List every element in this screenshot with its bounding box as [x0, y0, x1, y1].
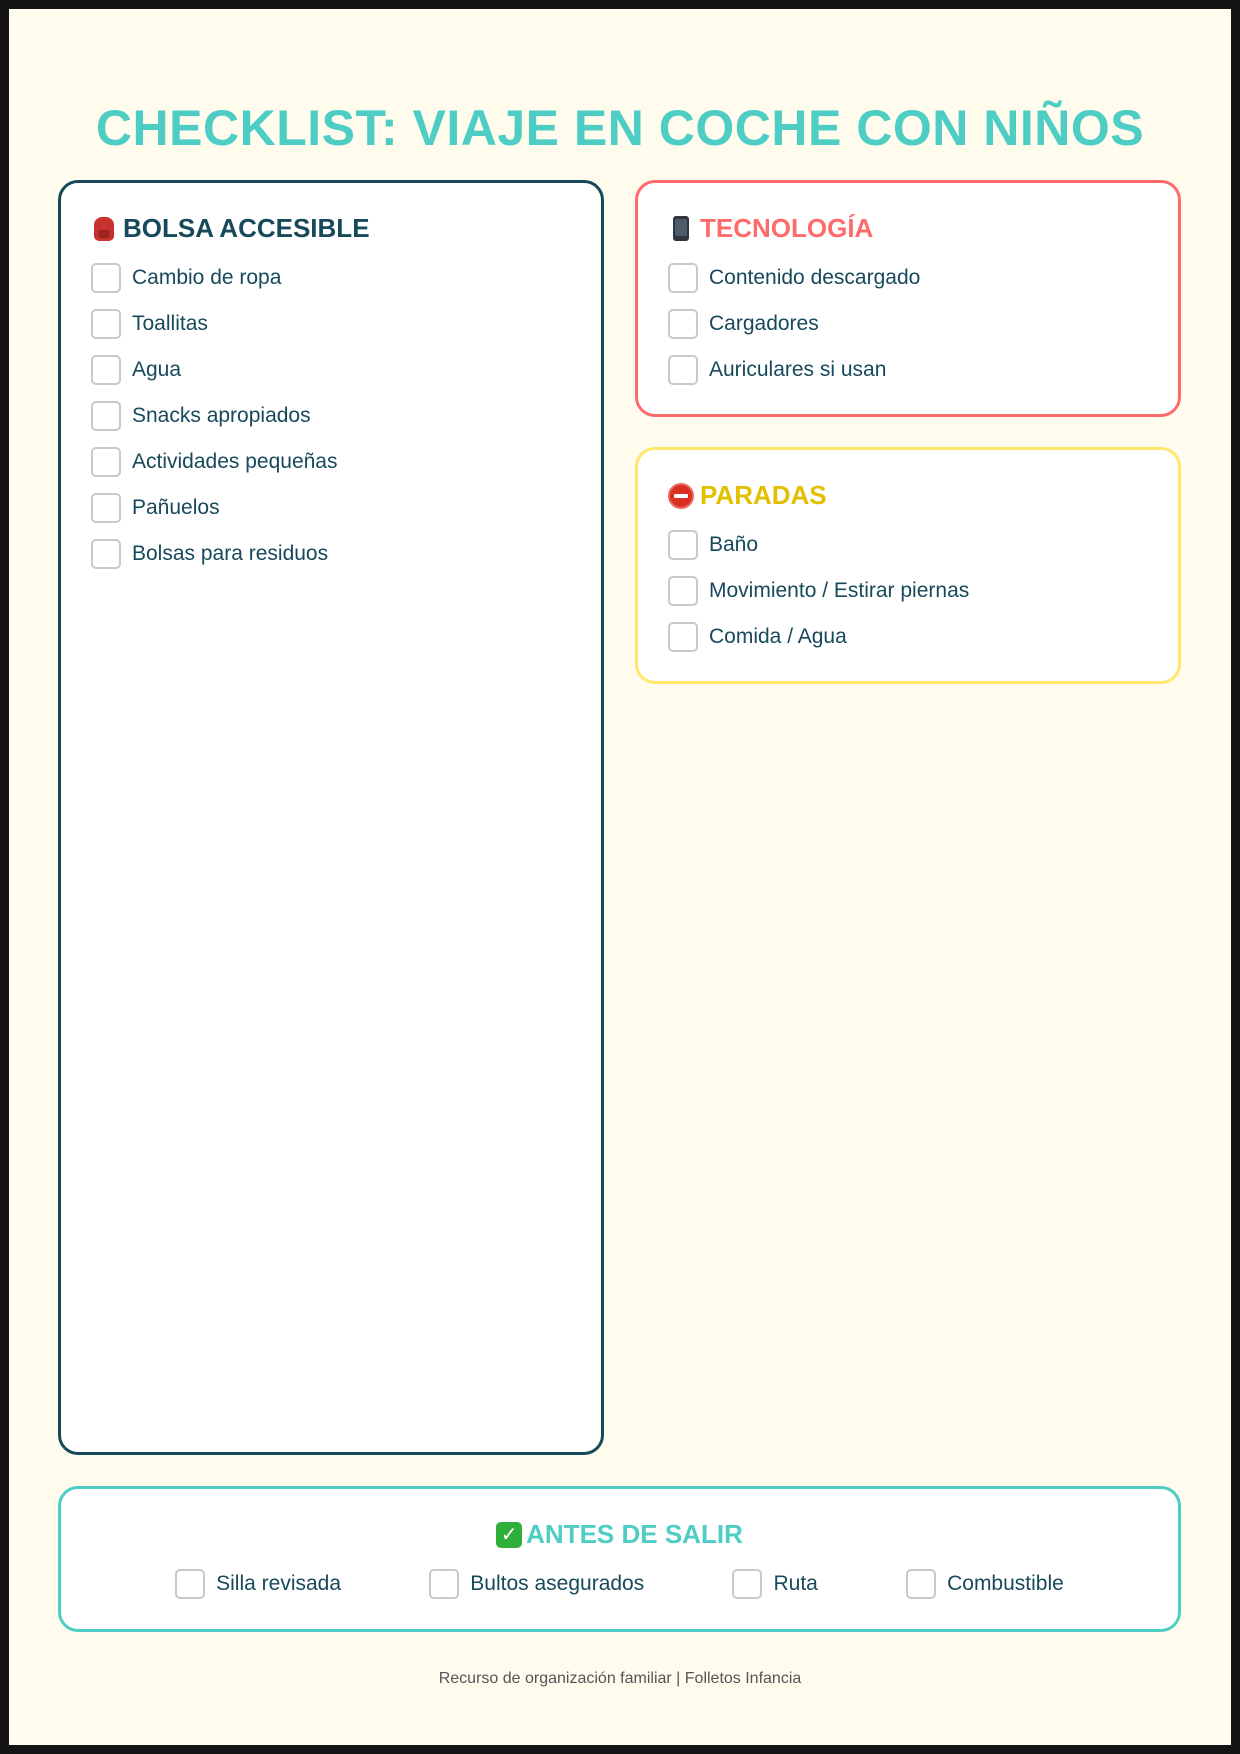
- checklist-item: [91, 255, 337, 301]
- section-title: TECNOLOGÍA: [700, 213, 874, 243]
- section-heading-paradas: [668, 480, 827, 511]
- checkbox[interactable]: [429, 1569, 459, 1599]
- checkbox[interactable]: [668, 576, 698, 606]
- checkbox[interactable]: [668, 355, 698, 385]
- checkbox[interactable]: [91, 401, 121, 431]
- checklist-bolsa: [91, 255, 337, 577]
- checklist-item-label: Baño: [709, 533, 759, 556]
- checkbox[interactable]: [91, 447, 121, 477]
- checklist-antes-de-salir: [61, 1561, 1178, 1607]
- checkbox[interactable]: [668, 309, 698, 339]
- section-title: BOLSA ACCESIBLE: [123, 213, 370, 243]
- section-heading-antes-de-salir: [61, 1519, 1178, 1550]
- mobile-phone-icon: [668, 216, 694, 242]
- page-title: CHECKLIST: VIAJE EN COCHE CON NIÑOS: [95, 100, 1145, 156]
- checklist-item: [91, 301, 337, 347]
- checklist-item: [668, 347, 920, 393]
- checklist-item-label: Contenido descargado: [709, 266, 921, 289]
- checklist-item-label: Toallitas: [132, 312, 208, 335]
- checkbox[interactable]: [91, 493, 121, 523]
- checklist-item-label: Agua: [132, 358, 182, 381]
- checklist-item-label: Cargadores: [709, 312, 819, 335]
- checkbox[interactable]: [668, 622, 698, 652]
- checklist-item: [91, 485, 337, 531]
- checklist-item-label: Actividades pequeñas: [132, 450, 338, 473]
- checkbox[interactable]: [175, 1569, 205, 1599]
- checklist-item: [668, 255, 920, 301]
- checkbox[interactable]: [91, 355, 121, 385]
- checklist-item: [91, 531, 337, 577]
- checklist-item-label: Snacks apropiados: [132, 404, 311, 427]
- checklist-item-label: Ruta: [773, 1572, 818, 1595]
- backpack-icon: [91, 216, 117, 242]
- footer-credit: Recurso de organización familiar | Folletos Infancia: [438, 1670, 802, 1687]
- checklist-item: [668, 614, 969, 660]
- section-title: PARADAS: [700, 480, 827, 510]
- check-mark-icon: ✓: [496, 1522, 522, 1548]
- checklist-item: [668, 522, 969, 568]
- checklist-item: [668, 301, 920, 347]
- checklist-paradas: [668, 522, 969, 660]
- checkbox[interactable]: [668, 263, 698, 293]
- section-tecnologia: [635, 180, 1181, 417]
- checkbox[interactable]: [91, 309, 121, 339]
- checklist-item-label: Silla revisada: [216, 1572, 342, 1595]
- checklist-tecnologia: [668, 255, 920, 393]
- checklist-item-label: Bolsas para residuos: [132, 542, 329, 565]
- section-heading-bolsa: [91, 213, 370, 244]
- checklist-item: [91, 439, 337, 485]
- section-antes-de-salir: [58, 1486, 1181, 1632]
- checklist-item: [668, 568, 969, 614]
- checklist-item: [906, 1561, 1064, 1607]
- checklist-item-label: Combustible: [947, 1572, 1064, 1595]
- section-title: ANTES DE SALIR: [526, 1519, 743, 1549]
- checkbox[interactable]: [91, 539, 121, 569]
- checklist-item: [429, 1561, 644, 1607]
- checklist-item: [175, 1561, 341, 1607]
- section-paradas: [635, 447, 1181, 684]
- checkbox[interactable]: [91, 263, 121, 293]
- checklist-item: [91, 347, 337, 393]
- checklist-item-label: Auriculares si usan: [709, 358, 887, 381]
- checkbox[interactable]: [668, 530, 698, 560]
- checklist-item-label: Cambio de ropa: [132, 266, 282, 289]
- checkbox[interactable]: [732, 1569, 762, 1599]
- checklist-item-label: Pañuelos: [132, 496, 220, 519]
- checklist-item: [732, 1561, 817, 1607]
- checklist-item-label: Bultos asegurados: [470, 1572, 645, 1595]
- checklist-item-label: Movimiento / Estirar piernas: [709, 579, 970, 602]
- checklist-item-label: Comida / Agua: [709, 625, 847, 648]
- checklist-page: [9, 9, 1231, 1745]
- section-heading-tecnologia: [668, 213, 873, 244]
- checklist-item: [91, 393, 337, 439]
- section-bolsa-accesible: [58, 180, 604, 1455]
- stop-sign-icon: [668, 483, 694, 509]
- checkbox[interactable]: [906, 1569, 936, 1599]
